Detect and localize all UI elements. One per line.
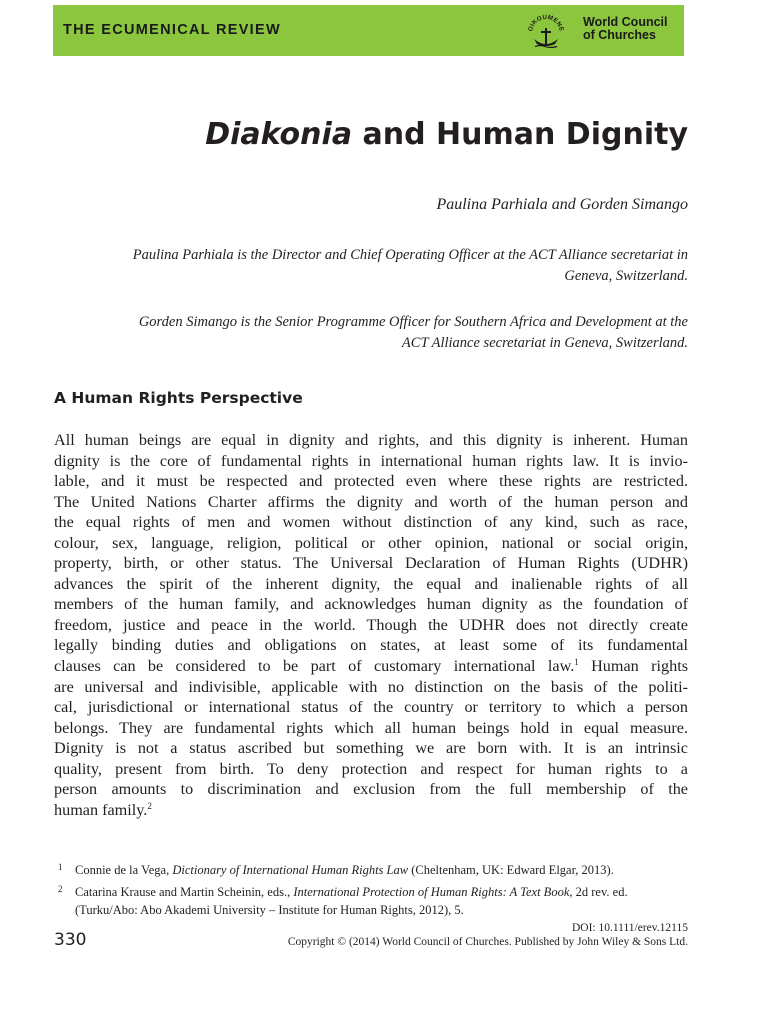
footnote-author: Catarina Krause and Martin Scheinin, eds., (75, 885, 294, 899)
affiliation-line: Gorden Simango is the Senior Programme Officer for Southern Africa and Development at the (138, 314, 688, 330)
body-line: legally binding duties and obligations on states, at least some of its fundamental (54, 636, 688, 655)
footnote-publication: (Cheltenham, UK: Edward Elgar, 2013). (408, 863, 614, 877)
footnote-text (75, 883, 688, 919)
affiliation-line: ACT Alliance secretariat in Geneva, Switzerland. (401, 335, 688, 351)
article-body-paragraph (54, 430, 688, 820)
wcc-ship-cross-logo-icon (526, 11, 566, 51)
page-number: 330 (54, 930, 87, 950)
body-line: cal, jurisdictional or international status of the country or territory to which a person (54, 698, 688, 717)
article-title-italic: Diakonia (205, 117, 353, 152)
author-affiliation-1 (55, 245, 688, 287)
body-text-fragment: human family. (54, 800, 148, 819)
article-title-rest: and Human Dignity (352, 117, 688, 152)
body-line: the equal rights of men and women without distinction of any kind, such as race, (54, 513, 688, 532)
author-affiliation-2 (55, 312, 688, 354)
footnote-ref-2[interactable]: 2 (147, 800, 152, 811)
copyright-notice: Copyright © (2014) World Council of Churches. Published by John Wiley & Sons Ltd. (287, 936, 688, 948)
footnote-title: Dictionary of International Human Rights Law (172, 863, 409, 877)
body-line: colour, sex, language, religion, political or other opinion, national or social origin, (54, 533, 688, 552)
body-line: Dignity is not a status ascribed but something we are born with. It is an intrinsic (54, 739, 688, 758)
footnote-publication: , 2d rev. ed. (569, 885, 628, 899)
journal-name: THE ECUMENICAL REVIEW (63, 22, 281, 38)
journal-banner (53, 5, 684, 56)
body-line: person amounts to discrimination and exclusion from the full membership of the (54, 780, 688, 799)
body-line: All human beings are equal in dignity and rights, and this dignity is inherent. Human (54, 431, 688, 449)
footnote-text (75, 861, 688, 879)
publisher-name (583, 16, 668, 42)
doi[interactable]: DOI: 10.1111/erev.12115 (571, 922, 688, 934)
footnote-1 (54, 861, 688, 879)
body-line: are universal and indivisible, applicable with no distinction on the basis of the politi- (54, 677, 688, 696)
article-title (205, 113, 688, 157)
footnote-number: 1 (58, 862, 63, 872)
footnote-line: (Turku/Abo: Abo Akademi University – Institute for Human Rights, 2012), 5. (75, 903, 464, 917)
footnote-2 (54, 883, 688, 919)
body-line: belongs. They are fundamental rights which all human beings hold in equal measure. (54, 718, 688, 737)
body-text-fragment: clauses can be considered to be part of customary international law. (54, 657, 575, 676)
footnote-title: International Protection of Human Rights: A Text Book (293, 885, 570, 899)
body-line: dignity is the core of fundamental rights in international human rights law. It is invio- (54, 451, 688, 470)
footnote-author: Connie de la Vega, (75, 863, 173, 877)
affiliation-line: Geneva, Switzerland. (564, 268, 688, 284)
body-text-fragment: Human rights (578, 657, 688, 676)
article-authors: Paulina Parhiala and Gorden Simango (436, 196, 688, 213)
body-line (54, 800, 688, 821)
publisher-name-line-2: of Churches (583, 28, 656, 42)
body-line (54, 656, 688, 677)
body-line: The United Nations Charter affirms the dignity and worth of the human person and (54, 492, 688, 511)
footnote-line (75, 861, 688, 879)
logo-arc-text: OIKOUMENE (527, 13, 565, 33)
affiliation-line: Paulina Parhiala is the Director and Chief Operating Officer at the ACT Alliance secretariat in (132, 247, 688, 263)
footnote-line (75, 883, 688, 901)
body-line: members of the human family, and acknowledges human dignity as the foundation of (54, 595, 688, 614)
footnote-ref-1[interactable]: 1 (574, 657, 579, 668)
body-line: advances the spirit of the inherent dignity, the equal and inalienable rights of all (54, 574, 688, 593)
body-line: lable, and it must be respected and protected even where these rights are restricted. (54, 472, 688, 491)
publisher-name-line-1: World Council (583, 15, 668, 29)
body-line: property, birth, or other status. The Universal Declaration of Human Rights (UDHR) (54, 554, 688, 573)
footnote-number: 2 (58, 884, 63, 894)
body-line: freedom, justice and peace in the world. Though the UDHR does not directly create (54, 615, 688, 634)
section-heading: A Human Rights Perspective (54, 389, 303, 407)
body-line: quality, present from birth. To deny protection and respect for human rights to a (54, 759, 688, 778)
